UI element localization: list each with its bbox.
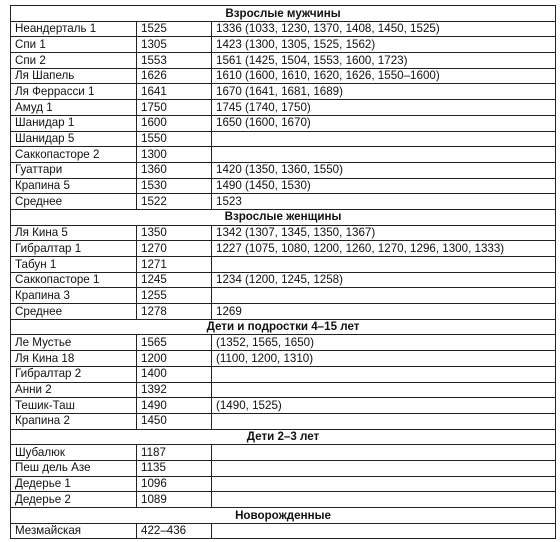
specimen-name-cell: Гибралтар 1 bbox=[11, 241, 137, 257]
specimen-name-cell: Среднее bbox=[11, 194, 137, 210]
specimen-name-cell: Среднее bbox=[11, 304, 137, 320]
estimates-cell bbox=[212, 523, 556, 539]
volume-cell: 1490 bbox=[137, 398, 212, 414]
table-row bbox=[11, 241, 556, 257]
volume-cell: 1750 bbox=[137, 100, 212, 116]
estimates-cell: (1352, 1565, 1650) bbox=[212, 335, 556, 351]
volume-cell: 1450 bbox=[137, 413, 212, 429]
specimen-name-cell: Крапина 5 bbox=[11, 178, 137, 194]
estimates-cell: 1234 (1200, 1245, 1258) bbox=[212, 272, 556, 288]
specimen-name-cell: Крапина 2 bbox=[11, 413, 137, 429]
specimen-name-cell: Ле Мустье bbox=[11, 335, 137, 351]
table-row bbox=[11, 21, 556, 37]
estimates-cell bbox=[212, 366, 556, 382]
volume-cell: 1300 bbox=[137, 147, 212, 163]
table-row bbox=[11, 115, 556, 131]
volume-cell: 1553 bbox=[137, 53, 212, 69]
estimates-cell bbox=[212, 460, 556, 476]
estimates-cell: 1490 (1450, 1530) bbox=[212, 178, 556, 194]
table-row bbox=[11, 335, 556, 351]
specimen-name-cell: Гуаттари bbox=[11, 162, 137, 178]
specimen-name-cell: Тешик-Таш bbox=[11, 398, 137, 414]
specimen-name-cell: Крапина 3 bbox=[11, 288, 137, 304]
table-row bbox=[11, 147, 556, 163]
volume-cell: 1522 bbox=[137, 194, 212, 210]
table-row bbox=[11, 68, 556, 84]
volume-cell: 1255 bbox=[137, 288, 212, 304]
estimates-cell: 1420 (1350, 1360, 1550) bbox=[212, 162, 556, 178]
estimates-cell: 1561 (1425, 1504, 1553, 1600, 1723) bbox=[212, 53, 556, 69]
estimates-cell bbox=[212, 131, 556, 147]
volume-cell: 1600 bbox=[137, 115, 212, 131]
volume-cell: 1200 bbox=[137, 351, 212, 367]
table-row bbox=[11, 413, 556, 429]
specimen-name-cell: Саккопасторе 2 bbox=[11, 147, 137, 163]
table-row bbox=[11, 445, 556, 461]
estimates-cell: 1610 (1600, 1610, 1620, 1626, 1550–1600) bbox=[212, 68, 556, 84]
volume-cell: 1305 bbox=[137, 37, 212, 53]
estimates-cell: 1336 (1033, 1230, 1370, 1408, 1450, 1525) bbox=[212, 21, 556, 37]
estimates-cell: 1269 bbox=[212, 304, 556, 320]
estimates-cell bbox=[212, 476, 556, 492]
volume-cell: 1096 bbox=[137, 476, 212, 492]
estimates-cell: (1100, 1200, 1310) bbox=[212, 351, 556, 367]
table-row bbox=[11, 366, 556, 382]
volume-cell: 1565 bbox=[137, 335, 212, 351]
table-row bbox=[11, 178, 556, 194]
specimen-name-cell: Мезмайская bbox=[11, 523, 137, 539]
specimen-name-cell: Спи 2 bbox=[11, 53, 137, 69]
specimen-name-cell: Шанидар 5 bbox=[11, 131, 137, 147]
specimen-name-cell: Шанидар 1 bbox=[11, 115, 137, 131]
table-row bbox=[11, 53, 556, 69]
specimen-name-cell: Спи 1 bbox=[11, 37, 137, 53]
estimates-cell: 1650 (1600, 1670) bbox=[212, 115, 556, 131]
specimen-name-cell: Дедерье 1 bbox=[11, 476, 137, 492]
table-row bbox=[11, 288, 556, 304]
estimates-cell: 1523 bbox=[212, 194, 556, 210]
volume-cell: 1187 bbox=[137, 445, 212, 461]
specimen-name-cell: Шубалюк bbox=[11, 445, 137, 461]
table-body bbox=[11, 6, 556, 539]
table-row bbox=[11, 100, 556, 116]
section-title: Взрослые мужчины bbox=[11, 6, 556, 22]
table-row bbox=[11, 492, 556, 508]
volume-cell: 1271 bbox=[137, 257, 212, 273]
specimen-name-cell: Ля Феррасси 1 bbox=[11, 84, 137, 100]
table-row bbox=[11, 162, 556, 178]
specimen-name-cell: Пеш дель Азе bbox=[11, 460, 137, 476]
volume-cell: 1400 bbox=[137, 366, 212, 382]
estimates-cell bbox=[212, 382, 556, 398]
table-row bbox=[11, 304, 556, 320]
estimates-cell bbox=[212, 288, 556, 304]
table-row bbox=[11, 460, 556, 476]
table-row bbox=[11, 351, 556, 367]
specimen-name-cell: Анни 2 bbox=[11, 382, 137, 398]
volume-cell: 1626 bbox=[137, 68, 212, 84]
table-row bbox=[11, 194, 556, 210]
estimates-cell bbox=[212, 413, 556, 429]
section-header-row bbox=[11, 508, 556, 524]
section-header-row bbox=[11, 6, 556, 22]
specimen-name-cell: Ля Шапель bbox=[11, 68, 137, 84]
specimen-name-cell: Ля Кина 5 bbox=[11, 225, 137, 241]
volume-cell: 422–436 bbox=[137, 523, 212, 539]
section-title: Дети 2–3 лет bbox=[11, 429, 556, 445]
estimates-cell: 1423 (1300, 1305, 1525, 1562) bbox=[212, 37, 556, 53]
section-title: Новорожденные bbox=[11, 508, 556, 524]
section-header-row bbox=[11, 209, 556, 225]
volume-cell: 1641 bbox=[137, 84, 212, 100]
table-row bbox=[11, 382, 556, 398]
table-row bbox=[11, 398, 556, 414]
volume-cell: 1270 bbox=[137, 241, 212, 257]
estimates-cell: 1745 (1740, 1750) bbox=[212, 100, 556, 116]
volume-cell: 1089 bbox=[137, 492, 212, 508]
section-title: Взрослые женщины bbox=[11, 209, 556, 225]
cranial-capacity-table bbox=[10, 5, 556, 539]
table-row bbox=[11, 225, 556, 241]
volume-cell: 1245 bbox=[137, 272, 212, 288]
table-row bbox=[11, 523, 556, 539]
table-row bbox=[11, 257, 556, 273]
table-row bbox=[11, 131, 556, 147]
table-row bbox=[11, 84, 556, 100]
volume-cell: 1392 bbox=[137, 382, 212, 398]
specimen-name-cell: Ля Кина 18 bbox=[11, 351, 137, 367]
estimates-cell bbox=[212, 147, 556, 163]
section-header-row bbox=[11, 429, 556, 445]
volume-cell: 1278 bbox=[137, 304, 212, 320]
table-row bbox=[11, 272, 556, 288]
section-header-row bbox=[11, 319, 556, 335]
volume-cell: 1530 bbox=[137, 178, 212, 194]
section-title: Дети и подростки 4–15 лет bbox=[11, 319, 556, 335]
volume-cell: 1350 bbox=[137, 225, 212, 241]
estimates-cell bbox=[212, 492, 556, 508]
estimates-cell: (1490, 1525) bbox=[212, 398, 556, 414]
specimen-name-cell: Амуд 1 bbox=[11, 100, 137, 116]
volume-cell: 1525 bbox=[137, 21, 212, 37]
estimates-cell: 1670 (1641, 1681, 1689) bbox=[212, 84, 556, 100]
estimates-cell: 1227 (1075, 1080, 1200, 1260, 1270, 1296, 1300, 1333) bbox=[212, 241, 556, 257]
specimen-name-cell: Неандерталь 1 bbox=[11, 21, 137, 37]
estimates-cell bbox=[212, 445, 556, 461]
specimen-name-cell: Гибралтар 2 bbox=[11, 366, 137, 382]
volume-cell: 1360 bbox=[137, 162, 212, 178]
volume-cell: 1135 bbox=[137, 460, 212, 476]
volume-cell: 1550 bbox=[137, 131, 212, 147]
estimates-cell: 1342 (1307, 1345, 1350, 1367) bbox=[212, 225, 556, 241]
table-row bbox=[11, 37, 556, 53]
table-row bbox=[11, 476, 556, 492]
estimates-cell bbox=[212, 257, 556, 273]
specimen-name-cell: Табун 1 bbox=[11, 257, 137, 273]
specimen-name-cell: Дедерье 2 bbox=[11, 492, 137, 508]
specimen-name-cell: Саккопасторе 1 bbox=[11, 272, 137, 288]
